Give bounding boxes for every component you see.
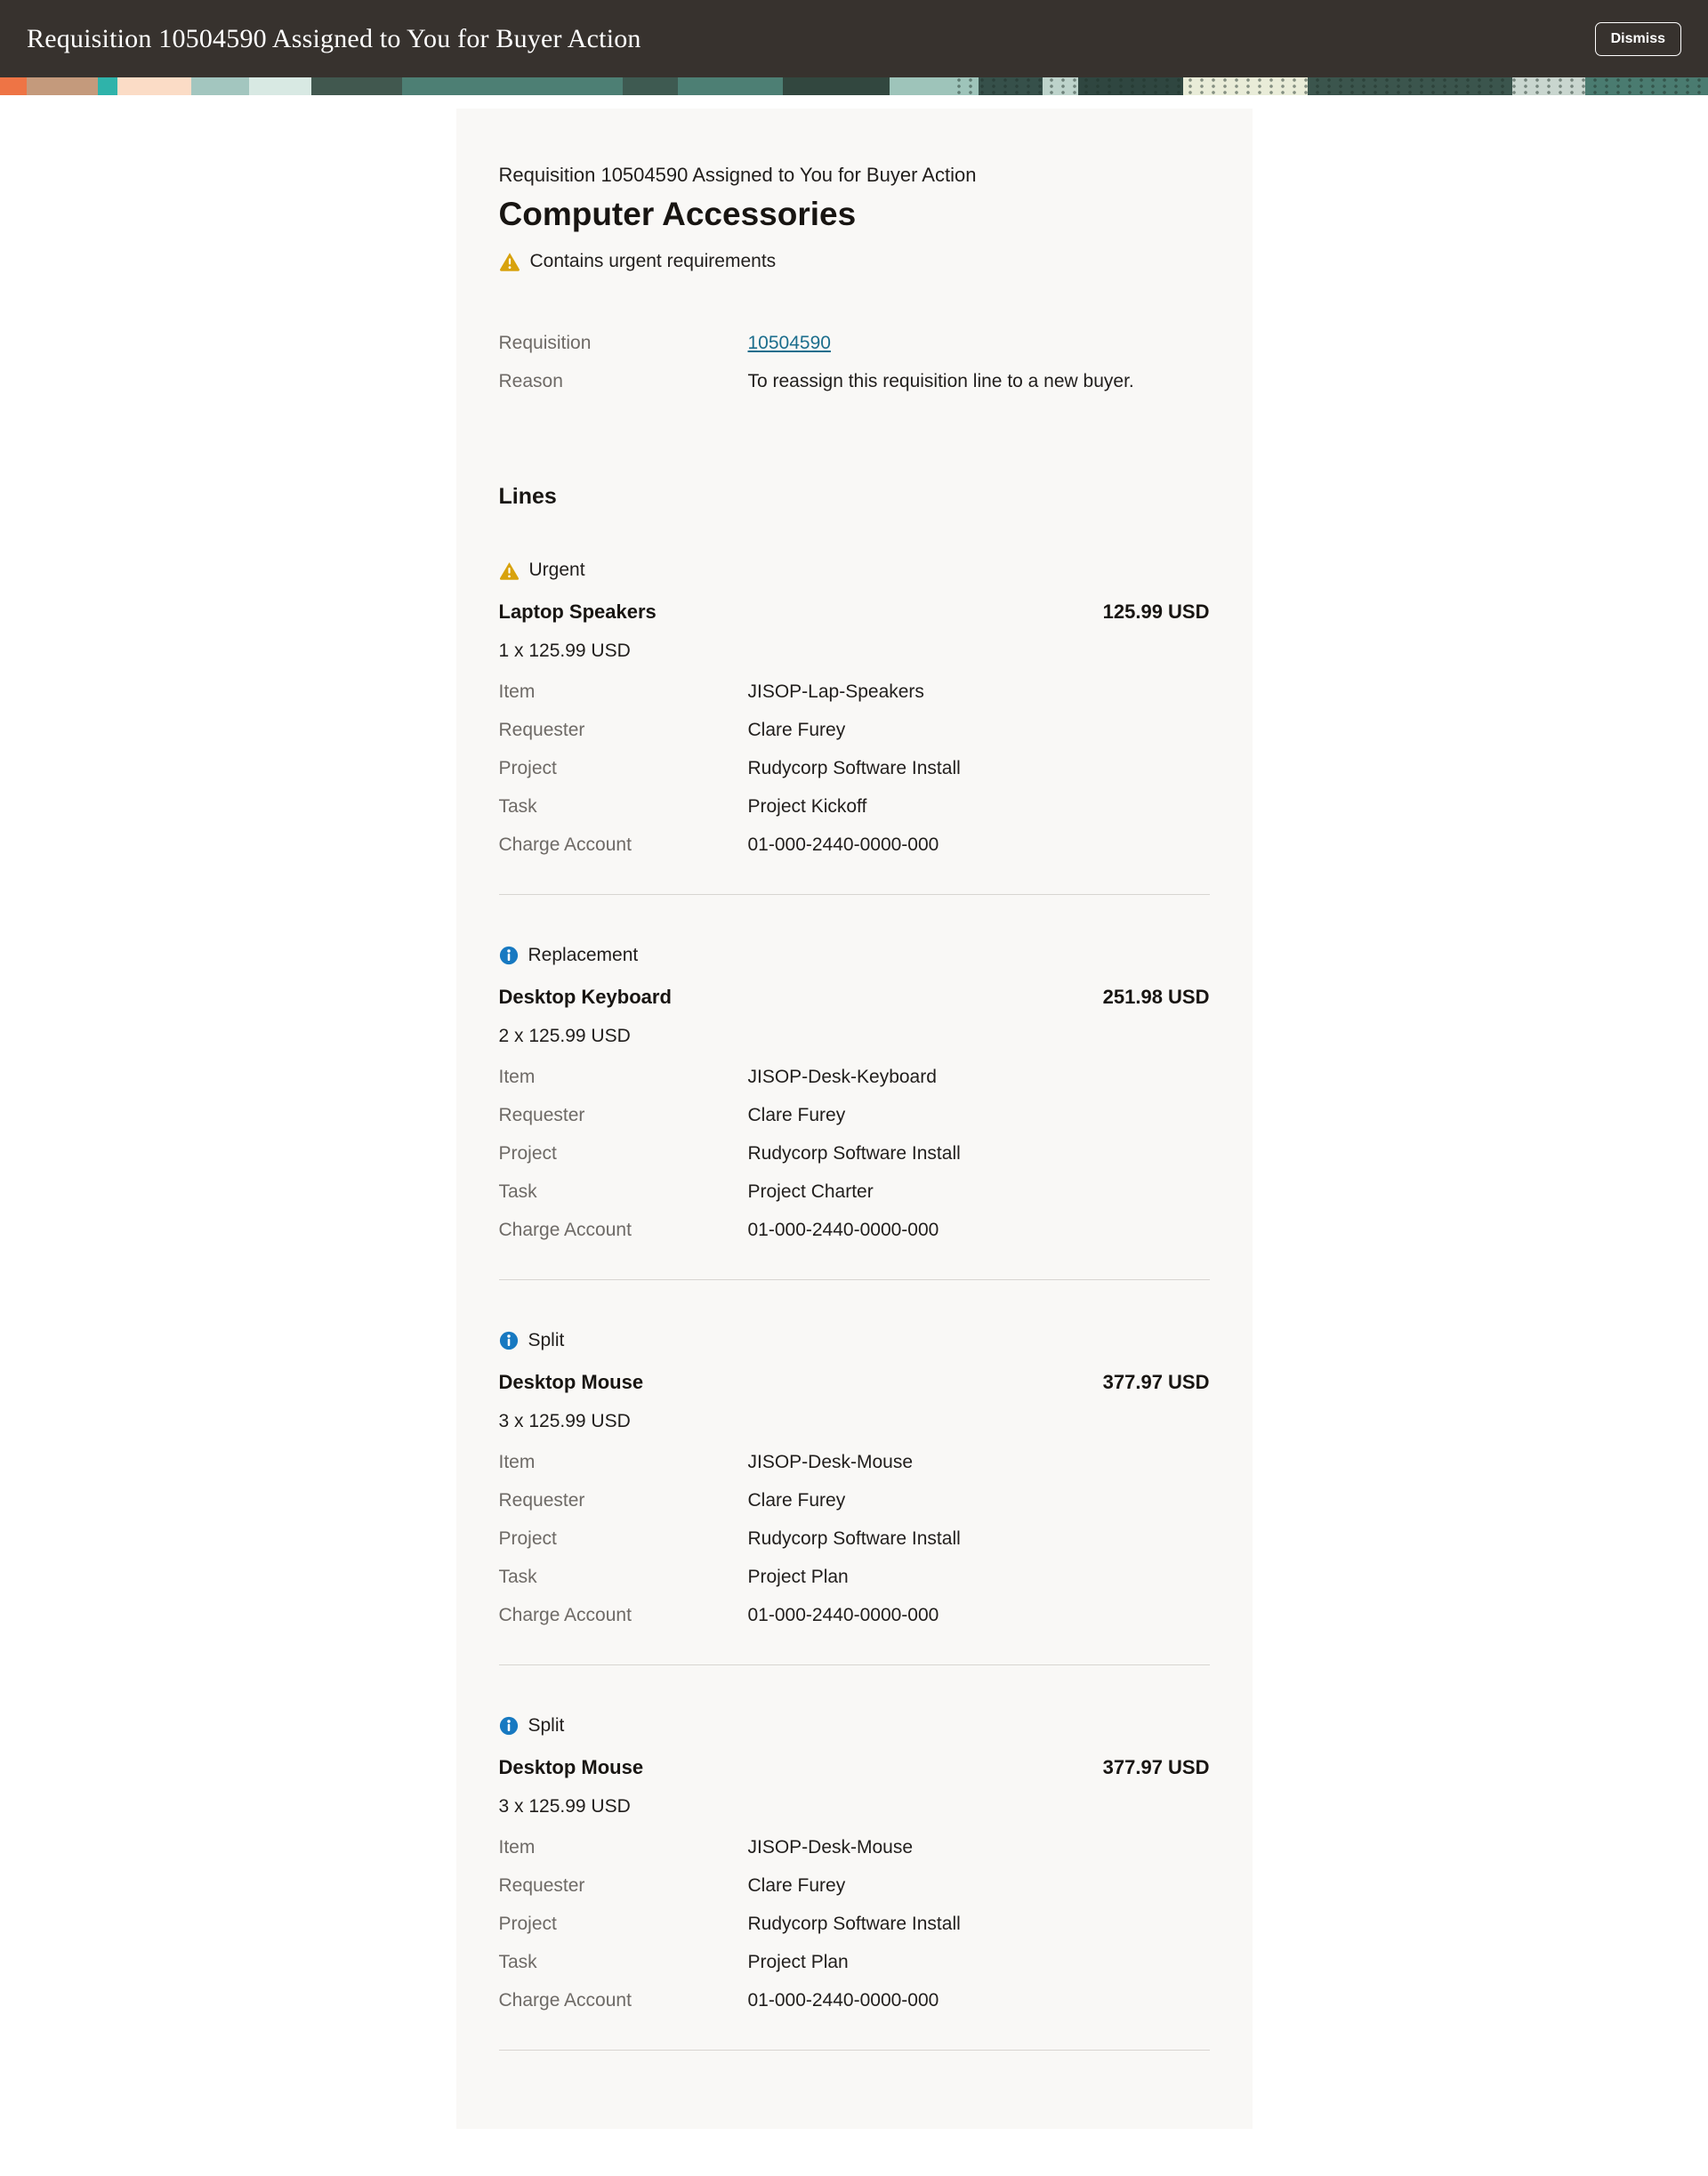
line-detail-label: Project [498, 758, 557, 778]
line-detail-row [499, 1952, 1210, 1990]
reason-field-value: To reassign this requisition line to a new buyer. [747, 371, 1134, 391]
line-detail-label: Requester [498, 1490, 585, 1511]
line-amount: 377.97 USD [1102, 1756, 1210, 1778]
info-icon [499, 1716, 519, 1736]
line-detail-row [499, 1105, 1210, 1143]
line-detail-value: Clare Furey [747, 1105, 846, 1125]
line-detail-value: 01-000-2440-0000-000 [747, 1220, 939, 1240]
line-badge [499, 1715, 1210, 1737]
line-divider [499, 894, 1210, 895]
line-badge-label: Split [528, 1715, 565, 1736]
line-detail-label: Task [498, 796, 537, 817]
line-detail-row [499, 1452, 1210, 1490]
line-badge [499, 1330, 1210, 1351]
warning-icon [499, 251, 520, 272]
requisition-number-link[interactable]: 10504590 [747, 333, 831, 353]
info-icon [499, 1331, 519, 1350]
page-title: Computer Accessories [498, 196, 857, 232]
line-title-row [499, 1371, 1210, 1394]
line-badge-label: Urgent [528, 560, 585, 580]
line-badge-label: Replacement [528, 945, 639, 965]
line-detail-value: Project Kickoff [747, 796, 867, 817]
line-detail-label: Requester [498, 1875, 585, 1896]
line-badge [499, 945, 1210, 966]
line-detail-row [499, 1567, 1210, 1605]
line-detail-value: JISOP-Desk-Mouse [747, 1837, 914, 1858]
line-title-row [499, 986, 1210, 1009]
dismiss-button[interactable]: Dismiss [1595, 22, 1681, 56]
notification-topbar [0, 0, 1708, 77]
line-detail-row [499, 1143, 1210, 1181]
line-amount: 377.97 USD [1102, 1371, 1210, 1393]
line-detail-row [499, 1875, 1210, 1914]
line-divider [499, 2050, 1210, 2051]
line-detail-value: Clare Furey [747, 1875, 846, 1896]
line-detail-label: Charge Account [498, 1220, 632, 1240]
line-detail-row [499, 1181, 1210, 1220]
line-detail-value: JISOP-Desk-Mouse [747, 1452, 914, 1472]
line-divider [499, 1279, 1210, 1280]
line-detail-row [499, 681, 1210, 720]
line-details [499, 1067, 1210, 1258]
line-detail-row [499, 720, 1210, 758]
line-title: Desktop Mouse [498, 1371, 644, 1393]
line-title-row [499, 600, 1210, 624]
line-detail-row [499, 796, 1210, 834]
topbar-title: Requisition 10504590 Assigned to You for Buyer Action [27, 23, 641, 53]
line-detail-value: Rudycorp Software Install [747, 1528, 961, 1549]
urgent-note-text: Contains urgent requirements [529, 251, 777, 271]
line-detail-label: Project [498, 1914, 557, 1934]
line-detail-value: Clare Furey [747, 720, 846, 740]
reason-field-row [499, 371, 1210, 409]
line-detail-value: Project Charter [747, 1181, 874, 1202]
line-badge-label: Split [528, 1330, 565, 1350]
line-detail-row [499, 834, 1210, 873]
requisition-line [499, 945, 1210, 1280]
line-detail-label: Requester [498, 1105, 585, 1125]
line-details [499, 1452, 1210, 1643]
line-detail-row [499, 1914, 1210, 1952]
notification-card [456, 109, 1253, 2129]
line-detail-label: Project [498, 1528, 557, 1549]
line-detail-label: Charge Account [498, 834, 632, 855]
line-detail-label: Charge Account [498, 1605, 632, 1625]
card-subject: Requisition 10504590 Assigned to You for Buyer Action [498, 164, 977, 186]
line-detail-row [499, 1528, 1210, 1567]
line-title: Laptop Speakers [498, 600, 657, 623]
line-detail-label: Task [498, 1181, 537, 1202]
line-quantity: 2 x 125.99 USD [498, 1026, 631, 1046]
line-detail-row [499, 758, 1210, 796]
line-detail-row [499, 1220, 1210, 1258]
line-divider [499, 1664, 1210, 1665]
line-detail-value: JISOP-Desk-Keyboard [747, 1067, 937, 1087]
line-detail-value: Clare Furey [747, 1490, 846, 1511]
line-detail-value: 01-000-2440-0000-000 [747, 1605, 939, 1625]
line-quantity: 3 x 125.99 USD [498, 1796, 631, 1817]
line-quantity: 3 x 125.99 USD [498, 1411, 631, 1431]
line-title-row [499, 1756, 1210, 1779]
line-detail-value: Rudycorp Software Install [747, 1143, 961, 1164]
line-detail-label: Item [498, 1067, 536, 1087]
line-detail-value: JISOP-Lap-Speakers [747, 681, 924, 702]
line-badge [499, 560, 1210, 581]
line-detail-value: 01-000-2440-0000-000 [747, 834, 939, 855]
line-detail-row [499, 1067, 1210, 1105]
line-detail-row [499, 1837, 1210, 1875]
line-details [499, 681, 1210, 873]
line-detail-value: 01-000-2440-0000-000 [747, 1990, 939, 2011]
line-detail-label: Charge Account [498, 1990, 632, 2011]
requisition-line [499, 560, 1210, 895]
requisition-line [499, 1330, 1210, 1665]
line-detail-row [499, 1490, 1210, 1528]
requisition-field-label: Requisition [498, 333, 592, 353]
line-detail-label: Requester [498, 720, 585, 740]
decorative-banner [0, 77, 1708, 95]
line-title: Desktop Mouse [498, 1756, 644, 1778]
line-detail-value: Rudycorp Software Install [747, 1914, 961, 1934]
lines-list [499, 560, 1210, 2051]
line-detail-value: Project Plan [747, 1952, 849, 1972]
line-detail-label: Task [498, 1952, 537, 1972]
line-amount: 125.99 USD [1102, 600, 1210, 623]
line-detail-row [499, 1990, 1210, 2028]
line-detail-label: Item [498, 681, 536, 702]
line-detail-row [499, 1605, 1210, 1643]
warning-icon [499, 560, 520, 581]
line-quantity: 1 x 125.99 USD [498, 641, 631, 661]
requisition-field-row [499, 333, 1210, 371]
line-detail-label: Project [498, 1143, 557, 1164]
line-detail-value: Project Plan [747, 1567, 849, 1587]
line-title: Desktop Keyboard [498, 986, 672, 1008]
lines-heading: Lines [498, 484, 557, 509]
line-detail-label: Task [498, 1567, 537, 1587]
line-amount: 251.98 USD [1102, 986, 1210, 1008]
urgent-note [499, 251, 1210, 272]
line-detail-label: Item [498, 1452, 536, 1472]
line-detail-value: Rudycorp Software Install [747, 758, 961, 778]
info-icon [499, 946, 519, 965]
line-details [499, 1837, 1210, 2028]
reason-field-label: Reason [498, 371, 563, 391]
line-detail-label: Item [498, 1837, 536, 1858]
requisition-line [499, 1715, 1210, 2051]
